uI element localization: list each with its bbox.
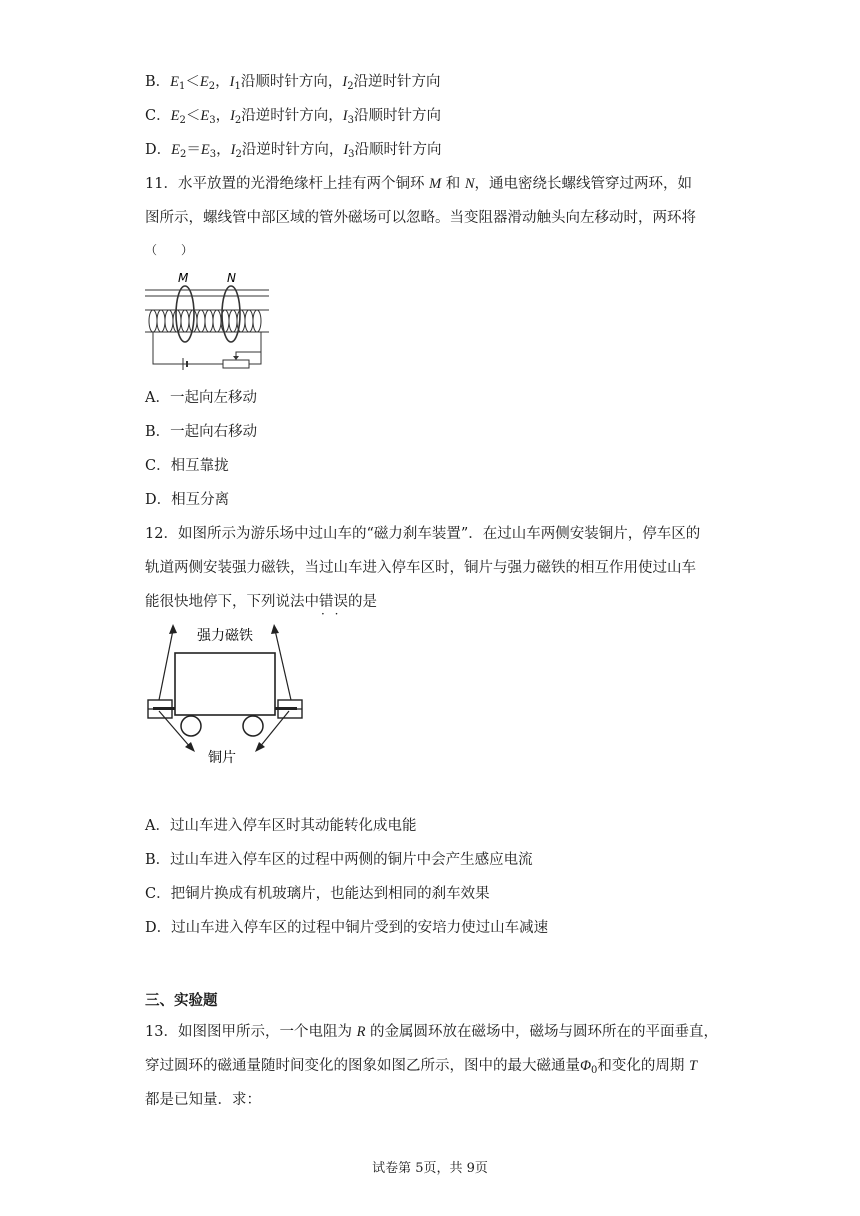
q11-stem-line3	[145, 240, 193, 260]
copper-left	[153, 707, 175, 710]
option-text: 沿顺时针方向，	[240, 74, 343, 90]
ring-n	[222, 286, 240, 342]
arrowhead	[255, 742, 265, 752]
page-footer: 试卷第 5页，共 9页	[372, 1161, 488, 1176]
subscript: 1	[234, 81, 241, 92]
slider-arrow	[233, 356, 239, 360]
operator: ＜	[185, 108, 201, 124]
arrow-magnet-left	[159, 630, 173, 700]
var: I	[342, 108, 348, 124]
var: E	[199, 74, 209, 90]
car-body	[175, 653, 275, 715]
q11-option-d: D．相互分离	[145, 492, 230, 508]
q11-solenoid-figure	[145, 266, 275, 376]
subscript: 2	[180, 149, 187, 160]
stem-text: 和	[441, 176, 465, 192]
fig-label-copper: 铜片	[208, 750, 236, 766]
q10-option-c	[145, 106, 441, 131]
q12-stem-line2: 轨道两侧安装强力磁铁，当过山车进入停车区时，铜片与强力磁铁的相互作用使过山车	[145, 560, 696, 576]
subscript: 0	[591, 1065, 598, 1076]
q13-stem-line1	[145, 1022, 718, 1042]
fig-label-m: M	[178, 271, 189, 285]
var: I	[230, 108, 235, 124]
q12-option-c: C．把铜片换成有机玻璃片，也能达到相同的刹车效果	[145, 886, 490, 902]
rheostat-slider	[236, 352, 261, 360]
subscript: 3	[347, 115, 355, 126]
subscript: 2	[235, 149, 242, 160]
wheel-left	[181, 716, 201, 736]
rheostat	[223, 360, 249, 368]
fig-label-magnet: 强力磁铁	[197, 628, 253, 644]
stem-text: 11．水平放置的光滑绝缘杆上挂有两个铜环	[145, 176, 430, 192]
stem-text: ，通电密绕长螺线管穿过两环，如	[474, 176, 693, 192]
punct: ，	[215, 108, 231, 124]
answer-blank: （ ）	[145, 243, 194, 257]
var: I	[229, 74, 235, 90]
var: E	[170, 108, 180, 124]
q11-option-c: C．相互靠拢	[145, 458, 229, 474]
operator: ＜	[185, 74, 200, 90]
arrowhead	[271, 624, 279, 634]
var: E	[200, 142, 210, 158]
stem-text: 和变化的周期	[597, 1058, 690, 1074]
var: Φ	[580, 1058, 592, 1074]
ring-m	[176, 286, 194, 342]
option-text: 沿逆时针方向，	[241, 142, 344, 158]
copper-right	[275, 707, 297, 710]
stem-text: 的是	[348, 594, 377, 610]
q12-brake-figure	[145, 618, 325, 773]
var: E	[170, 74, 180, 90]
subscript: 1	[179, 81, 186, 92]
arrow-copper-right	[259, 711, 289, 748]
option-text: 沿顺时针方向	[354, 108, 442, 124]
subscript: 3	[209, 115, 216, 126]
q13-stem-line3: 都是已知量．求：	[145, 1092, 261, 1108]
var: N	[464, 176, 475, 192]
arrow-magnet-right	[275, 630, 291, 700]
var: E	[200, 108, 210, 124]
emphasis-text: 错误 · ·	[319, 594, 348, 610]
stem-text: 图所示，螺线管中部区域的管外磁场可以忽略。当变阻器滑动触头向左移动时，两环将	[145, 210, 696, 226]
subscript: 3	[348, 149, 355, 160]
subscript: 2	[208, 81, 216, 92]
q11-option-a: A．一起向左移动	[145, 390, 257, 406]
wheel-right	[243, 716, 263, 736]
var: R	[356, 1024, 366, 1040]
subscript: 2	[234, 115, 242, 126]
stem-text: 的金属圆环放在磁场中，磁场与圆环所在的平面垂直，	[365, 1024, 719, 1040]
operator: ＝	[186, 142, 201, 158]
fig-label-n: N	[227, 271, 236, 285]
circuit-wire-right	[249, 332, 261, 364]
var: I	[230, 142, 236, 158]
q11-stem-line1	[145, 174, 692, 194]
subscript: 2	[179, 115, 186, 126]
stem-text: 13．如图图甲所示，一个电阻为	[145, 1024, 357, 1040]
var: T	[689, 1058, 698, 1074]
q13-stem-line2	[145, 1056, 697, 1081]
solenoid-coils	[149, 310, 261, 332]
punct: ，	[215, 74, 230, 90]
option-text: 沿逆时针方向	[353, 74, 441, 90]
var: I	[343, 142, 349, 158]
var: I	[342, 74, 348, 90]
section-heading: 三、实验题	[145, 992, 218, 1009]
option-label: B．	[145, 74, 171, 90]
q12-option-b: B．过山车进入停车区的过程中两侧的铜片中会产生感应电流	[145, 852, 533, 868]
q12-option-a: A．过山车进入停车区时其动能转化成电能	[145, 818, 417, 834]
option-text: 沿逆时针方向，	[241, 108, 343, 124]
option-label: D．	[145, 142, 172, 158]
arrowhead	[169, 624, 177, 634]
q12-stem-line1: 12．如图所示为游乐场中过山车的“磁力刹车装置”．在过山车两侧安装铜片，停车区的	[145, 526, 701, 542]
stem-text: 穿过圆环的磁通量随时间变化的图象如图乙所示，图中的最大磁通量	[145, 1058, 580, 1074]
stem-text: 能很快地停下，下列说法中	[145, 594, 319, 610]
q12-option-d: D．过山车进入停车区的过程中铜片受到的安培力使过山车减速	[145, 920, 549, 936]
subscript: 2	[347, 81, 354, 92]
q11-stem-line2	[145, 208, 696, 228]
q11-option-b: B．一起向右移动	[145, 424, 258, 440]
var: E	[171, 142, 180, 158]
q10-option-b	[145, 72, 441, 97]
q10-option-d	[145, 140, 442, 165]
punct: ，	[216, 142, 231, 158]
option-label: C．	[145, 108, 171, 124]
subscript: 3	[209, 149, 217, 160]
option-text: 沿顺时针方向	[354, 142, 442, 158]
var: M	[429, 176, 442, 192]
q12-stem-line3	[145, 592, 377, 612]
